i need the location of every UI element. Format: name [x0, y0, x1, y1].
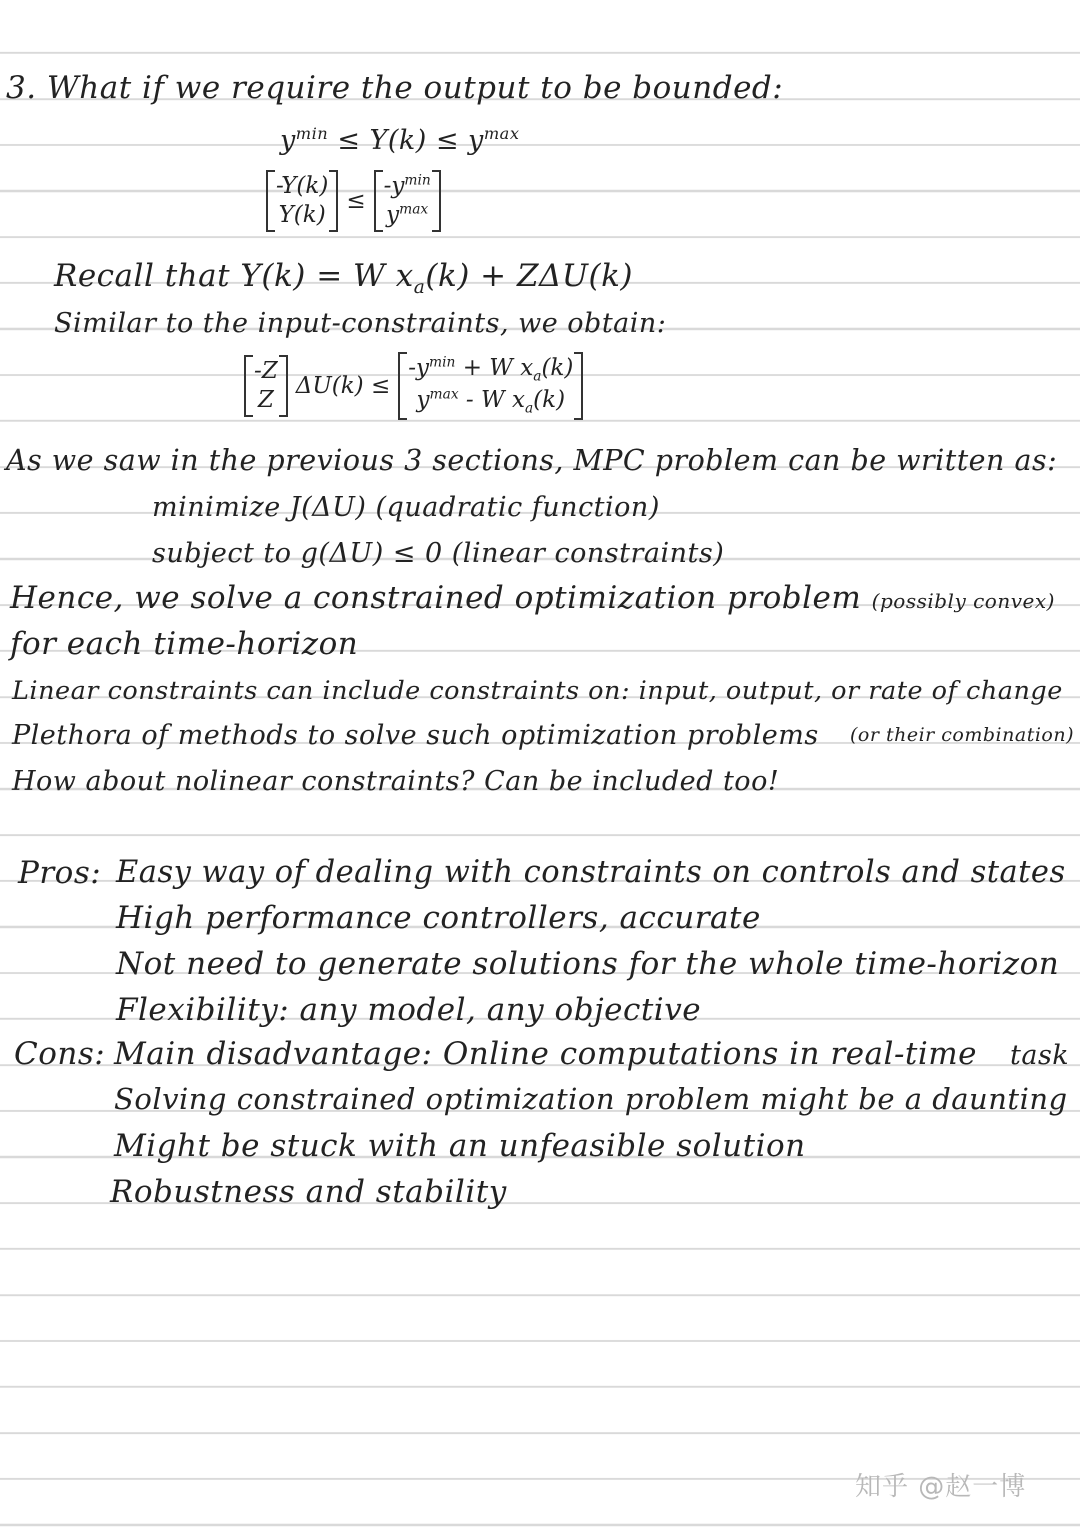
section-3-heading: 3. What if we require the output to be bounded: [6, 70, 784, 106]
matrix-cell: $-y^{min}$ [383, 172, 431, 199]
matrix-cell: -Z [254, 358, 278, 385]
matrix-left-vector [266, 170, 338, 232]
matrix-right-vector [374, 170, 441, 232]
as-we-saw-line: As we saw in the previous 3 sections, MPC problem can be written as: [6, 444, 1058, 477]
matrix-cell: $y^{max}$ [386, 201, 429, 228]
matrix-cell: -Y(k) [276, 173, 329, 199]
cons-label: Cons: [14, 1036, 106, 1072]
inequality-sign: ≤ [346, 187, 366, 214]
cons-item: Might be stuck with an unfeasible solution [114, 1128, 806, 1164]
hence-note: (possibly convex) [871, 589, 1055, 613]
delta-u-inequality: ΔU(k) ≤ [295, 372, 391, 399]
linear-constraints-line: Linear constraints can include constraints on: input, output, or rate of change [12, 676, 1063, 706]
plethora-note: (or their combination) [850, 724, 1074, 746]
cons-item: Solving constrained optimization problem might be a daunting [114, 1082, 1068, 1116]
cons-task-word: task [1010, 1040, 1070, 1071]
for-each-line: for each time-horizon [10, 626, 359, 662]
subject-to-line: subject to g(ΔU) ≤ 0 (linear constraints) [152, 538, 725, 569]
matrix-cell: $y^{max}$ - W $x_a(k)$ [416, 386, 566, 417]
matrix-cell: $-y^{min} + W$ $x_a(k)$ [408, 354, 574, 385]
hence-line: Hence, we solve a constrained optimization problem (possibly convex) [10, 580, 1055, 616]
delta-u-constraint-matrix [244, 352, 583, 420]
matrix-left-vector [244, 355, 288, 417]
similar-line: Similar to the input-constraints, we obtain: [54, 308, 667, 339]
minimize-line: minimize J(ΔU) (quadratic function) [152, 492, 660, 523]
output-constraint-matrix [266, 170, 441, 232]
pros-item: Easy way of dealing with constraints on controls and states [116, 855, 1066, 890]
plethora-line: Plethora of methods to solve such optimization problems [12, 720, 819, 751]
matrix-right-vector [398, 352, 583, 420]
pros-label: Pros: [18, 855, 102, 891]
cons-item: Robustness and stability [110, 1174, 507, 1210]
pros-item: High performance controllers, accurate [116, 900, 761, 936]
output-bound-inequality: $y^{min} \le Y(k) \le y^{max}$ [280, 124, 520, 156]
matrix-cell: Y(k) [278, 201, 326, 228]
nonlinear-line: How about nolinear constraints? Can be included too! [12, 766, 780, 797]
recall-equation: Recall that Y(k) = W $x_a(k) + Z\Delta U(k)$ [54, 258, 634, 299]
matrix-cell: Z [257, 386, 274, 413]
zhihu-watermark: 知乎 @赵一博 [855, 1472, 1027, 1502]
pros-item: Flexibility: any model, any objective [116, 992, 702, 1028]
cons-item: Main disadvantage: Online computations in real-time [114, 1036, 978, 1072]
pros-item: Not need to generate solutions for the whole time-horizon [116, 946, 1060, 982]
